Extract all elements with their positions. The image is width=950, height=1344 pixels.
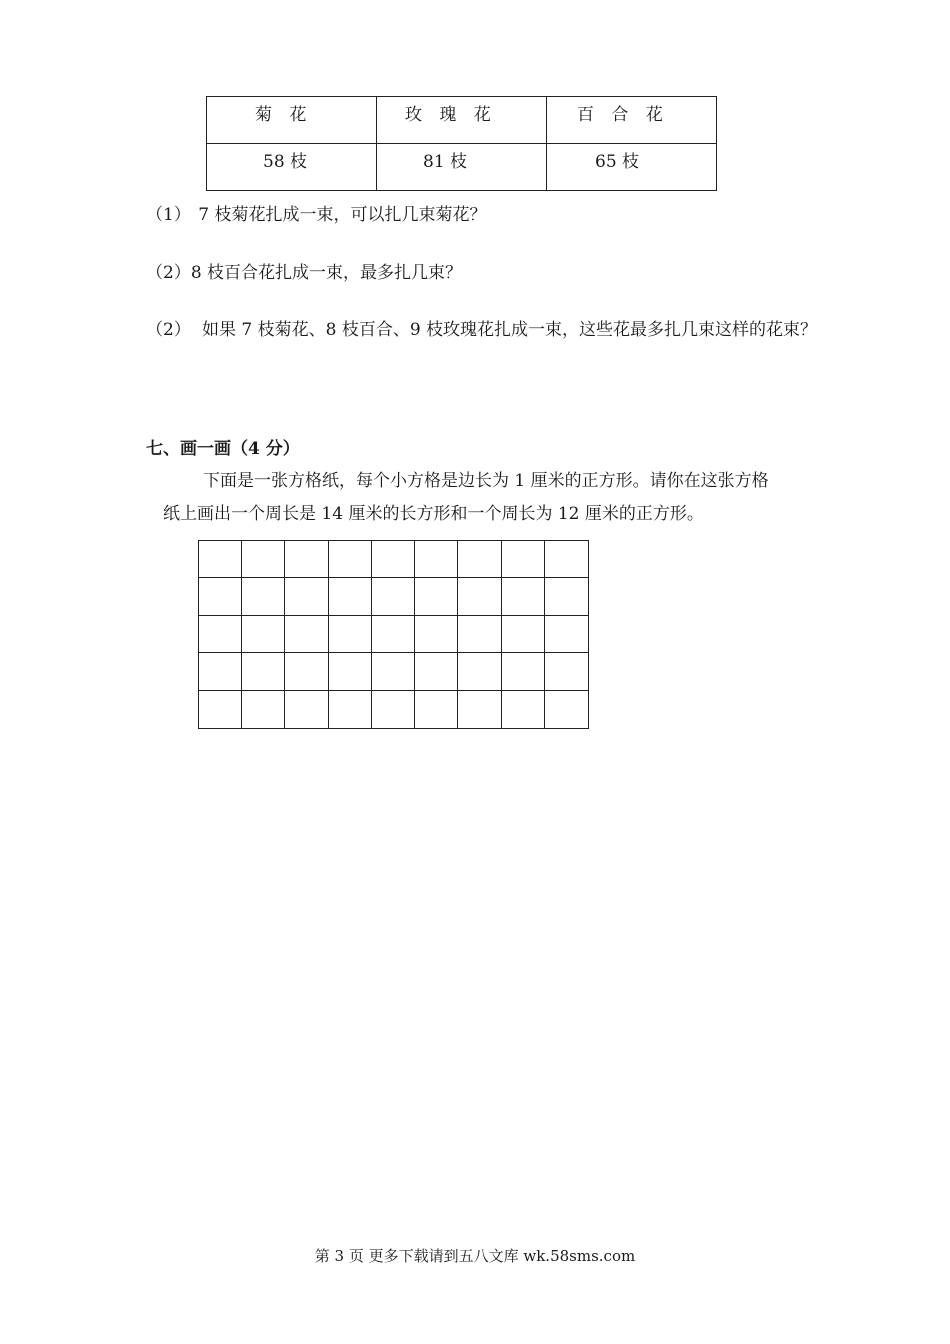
question-1-text: 7 枝菊花扎成一束，可以扎几束菊花？: [198, 205, 487, 225]
grid-square[interactable]: [285, 616, 328, 653]
question-2-number: （2）: [146, 263, 191, 283]
grid-square[interactable]: [458, 653, 501, 690]
table-header-row: [207, 97, 717, 144]
grid-square[interactable]: [329, 541, 372, 578]
grid-square[interactable]: [242, 541, 285, 578]
grid-square[interactable]: [199, 616, 242, 653]
grid-square[interactable]: [458, 616, 501, 653]
section-7-instruction-line-1: 下面是一张方格纸，每个小方格是边长为 1 厘米的正方形。请你在这张方格: [203, 471, 769, 491]
grid-square[interactable]: [242, 691, 285, 728]
grid-square[interactable]: [415, 653, 458, 690]
table-value-row: [207, 144, 717, 191]
grid-square[interactable]: [242, 578, 285, 615]
grid-square[interactable]: [242, 616, 285, 653]
grid-square[interactable]: [285, 578, 328, 615]
grid-square[interactable]: [372, 616, 415, 653]
header-lily: 百 合 花: [547, 97, 717, 144]
value-lily: 65 枝: [547, 144, 717, 191]
grid-square[interactable]: [545, 691, 588, 728]
grid-square[interactable]: [329, 653, 372, 690]
grid-square[interactable]: [199, 653, 242, 690]
grid-paper[interactable]: [198, 540, 589, 729]
grid-square[interactable]: [372, 578, 415, 615]
grid-square[interactable]: [502, 653, 545, 690]
grid-square[interactable]: [415, 578, 458, 615]
value-rose: 81 枝: [377, 144, 547, 191]
grid-square[interactable]: [372, 541, 415, 578]
grid-square[interactable]: [502, 541, 545, 578]
header-rose: 玫 瑰 花: [377, 97, 547, 144]
grid-square[interactable]: [372, 653, 415, 690]
grid-square[interactable]: [199, 541, 242, 578]
grid-square[interactable]: [502, 691, 545, 728]
question-1-number: （1）: [146, 205, 191, 225]
grid-square[interactable]: [415, 691, 458, 728]
grid-square[interactable]: [329, 616, 372, 653]
question-3-text: 如果 7 枝菊花、8 枝百合、9 枝玫瑰花扎成一束，这些花最多扎几束这样的花束？: [202, 320, 818, 340]
grid-square[interactable]: [545, 541, 588, 578]
grid-square[interactable]: [502, 578, 545, 615]
flower-count-table: [206, 96, 717, 191]
question-3-number: （2）: [146, 320, 191, 340]
grid-square[interactable]: [285, 653, 328, 690]
question-1: [146, 204, 486, 226]
grid-square[interactable]: [502, 616, 545, 653]
header-chrysanthemum: 菊 花: [207, 97, 377, 144]
grid-square[interactable]: [372, 691, 415, 728]
question-2: [146, 262, 462, 284]
grid-square[interactable]: [199, 691, 242, 728]
grid-square[interactable]: [199, 578, 242, 615]
section-7-title: 七、画一画（4 分）: [146, 439, 300, 459]
grid-square[interactable]: [329, 578, 372, 615]
grid-square[interactable]: [242, 653, 285, 690]
grid-square[interactable]: [545, 578, 588, 615]
grid-square[interactable]: [285, 541, 328, 578]
grid-square[interactable]: [545, 616, 588, 653]
grid-square[interactable]: [415, 616, 458, 653]
grid-square[interactable]: [458, 578, 501, 615]
grid-square[interactable]: [545, 653, 588, 690]
grid-square[interactable]: [458, 691, 501, 728]
grid-square[interactable]: [329, 691, 372, 728]
question-2-text: 8 枝百合花扎成一束，最多扎几束？: [190, 263, 463, 283]
grid-square[interactable]: [285, 691, 328, 728]
page-footer: 第 3 页 更多下载请到五八文库 wk.58sms.com: [314, 1247, 636, 1265]
section-7-instruction-line-2: 纸上画出一个周长是 14 厘米的长方形和一个周长为 12 厘米的正方形。: [163, 504, 704, 524]
value-chrysanthemum: 58 枝: [207, 144, 377, 191]
grid-square[interactable]: [458, 541, 501, 578]
grid-square[interactable]: [415, 541, 458, 578]
